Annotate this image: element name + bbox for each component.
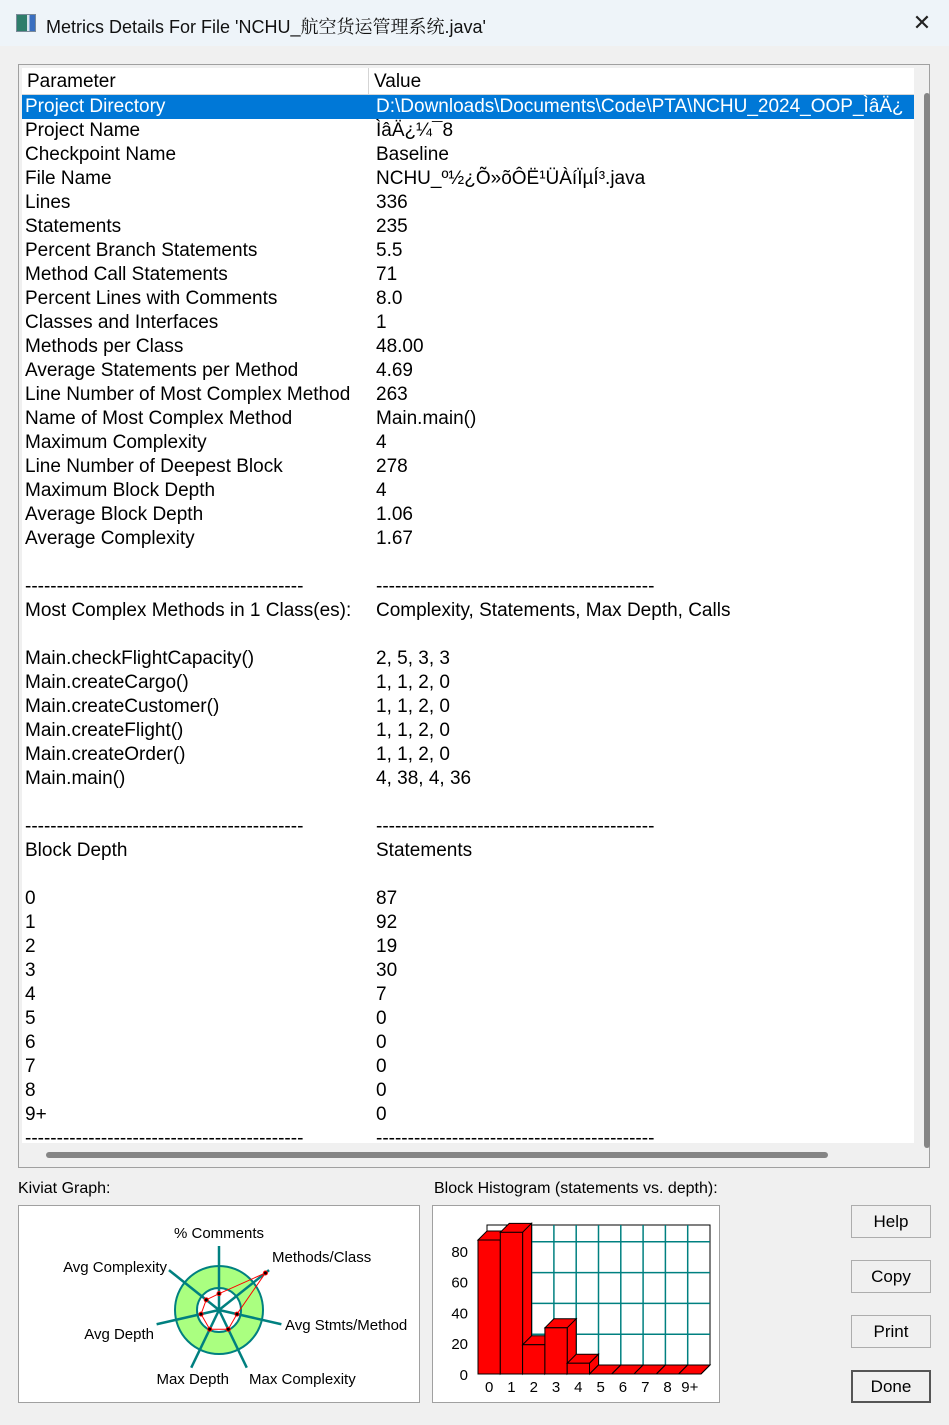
title-bar [0,0,949,46]
block-histogram [432,1205,720,1403]
parameter-cell: 4 [25,984,36,1005]
value-cell: 1, 1, 2, 0 [376,672,450,693]
value-cell: -------------------------------------------- [376,816,655,837]
value-cell: Statements [376,840,473,861]
parameter-cell: 2 [25,936,36,957]
value-cell: 48.00 [376,336,424,357]
parameter-cell: Percent Branch Statements [25,240,258,261]
parameter-cell: Line Number of Most Complex Method [25,384,351,405]
table-row[interactable] [22,503,914,527]
parameter-cell: Average Complexity [25,528,195,549]
value-cell: 1, 1, 2, 0 [376,744,450,765]
parameter-cell: Main.createFlight() [25,720,184,741]
value-cell: 19 [376,936,398,957]
value-cell: 4 [376,432,387,453]
value-cell: 87 [376,888,398,909]
value-cell: 278 [376,456,408,477]
parameter-cell: Main.createOrder() [25,744,186,765]
value-cell: -------------------------------------------- [376,576,655,597]
table-row[interactable] [22,1079,914,1103]
value-cell: ÌâÄ¿¼¯8 [376,120,454,141]
parameter-cell: Lines [25,192,71,213]
done-button[interactable]: Done [851,1370,931,1403]
histogram-label: Block Histogram (statements vs. depth): [434,1180,718,1197]
value-cell: 4.69 [376,360,413,381]
table-row[interactable] [22,1031,914,1055]
table-row[interactable] [22,575,914,599]
parameter-cell: Main.createCargo() [25,672,189,693]
parameter-cell: Percent Lines with Comments [25,288,278,309]
value-cell: 1 [376,312,387,333]
parameter-cell: 6 [25,1032,36,1053]
value-cell: Main.main() [376,408,477,429]
kiviat-point [217,1292,221,1296]
column-header-value[interactable]: Value [374,71,422,92]
print-button[interactable]: Print [851,1315,931,1348]
table-row[interactable] [22,551,914,575]
value-cell: 1, 1, 2, 0 [376,696,450,717]
parameter-cell: Statements [25,216,122,237]
histogram-x-tick: 0 [484,1379,494,1396]
table-row[interactable] [22,383,914,407]
histogram-y-tick: 40 [451,1305,468,1323]
parameter-cell: 3 [25,960,36,981]
table-row[interactable] [22,335,914,359]
kiviat-point [263,1271,267,1275]
value-cell: Baseline [376,144,449,165]
parameter-cell: -------------------------------------------- [25,1128,304,1143]
table-row[interactable] [22,887,914,911]
parameter-cell: Maximum Block Depth [25,480,216,501]
table-row[interactable] [22,167,914,191]
parameter-cell: 9+ [25,1104,47,1125]
horizontal-scrollbar[interactable] [46,1152,828,1158]
table-row[interactable] [22,983,914,1007]
value-cell: 0 [376,1104,387,1125]
table-row[interactable] [22,695,914,719]
table-row[interactable] [22,959,914,983]
parameter-cell: Project Directory [25,96,166,117]
value-cell: 30 [376,960,398,981]
table-row[interactable] [22,95,914,119]
parameter-cell: Methods per Class [25,336,184,357]
kiviat-label: Kiviat Graph: [18,1180,111,1197]
table-row[interactable] [22,359,914,383]
table-row[interactable] [22,455,914,479]
table-row[interactable] [22,1055,914,1079]
app-icon [16,14,36,32]
value-cell: 0 [376,1032,387,1053]
list-body [22,95,914,1143]
histogram-x-tick: 3 [551,1379,561,1396]
parameter-cell: Main.checkFlightCapacity() [25,648,255,669]
value-cell: 8.0 [376,288,403,309]
close-button[interactable]: ✕ [912,10,932,35]
value-cell: 0 [376,1008,387,1029]
parameter-cell: Name of Most Complex Method [25,408,293,429]
kiviat-point [199,1312,203,1316]
table-row[interactable] [22,599,914,623]
table-row[interactable] [22,767,914,791]
kiviat-axis-label: Max Complexity [249,1371,356,1388]
value-cell: 7 [376,984,387,1005]
copy-button[interactable]: Copy [851,1260,931,1293]
histogram-x-tick: 1 [507,1379,516,1396]
value-cell: 263 [376,384,408,405]
parameter-cell: -------------------------------------------- [25,576,304,597]
parameter-cell: 8 [25,1080,36,1101]
value-cell: D:\Downloads\Documents\Code\PTA\NCHU_2024_OOP_ÌâÄ¿ [376,96,904,117]
table-row[interactable] [22,191,914,215]
value-cell: 2, 5, 3, 3 [376,648,450,669]
kiviat-svg [19,1206,419,1402]
table-row[interactable] [22,1127,914,1143]
parameter-cell: Project Name [25,120,141,141]
value-cell: 0 [376,1080,387,1101]
table-row[interactable] [22,815,914,839]
parameter-cell: Most Complex Methods in 1 Class(es): [25,600,352,621]
help-button[interactable]: Help [851,1205,931,1238]
histogram-x-tick: 4 [574,1379,583,1396]
parameter-cell: 0 [25,888,36,909]
table-row[interactable] [22,1103,914,1127]
value-cell: 1.67 [376,528,413,549]
value-cell: 92 [376,912,398,933]
table-row[interactable] [22,479,914,503]
value-cell: 1, 1, 2, 0 [376,720,450,741]
parameter-cell: Checkpoint Name [25,144,177,165]
parameter-cell: File Name [25,168,112,189]
kiviat-axis-label: Avg Depth [84,1326,154,1343]
histogram-x-tick: 6 [618,1379,628,1396]
parameter-cell: Line Number of Deepest Block [25,456,283,477]
value-cell: 4, 38, 4, 36 [376,768,472,789]
kiviat-point [204,1298,208,1302]
table-row[interactable] [22,431,914,455]
histogram-y-tick: 0 [459,1367,468,1384]
table-row[interactable] [22,311,914,335]
table-row[interactable] [22,647,914,671]
kiviat-axis-label: Avg Complexity [63,1259,167,1276]
parameter-cell: Method Call Statements [25,264,228,285]
table-row[interactable] [22,287,914,311]
table-row[interactable] [22,1007,914,1031]
kiviat-axis-label: % Comments [173,1225,265,1242]
value-cell: 5.5 [376,240,403,261]
window-title: Metrics Details For File 'NCHU_航空货运管理系统.java' [46,17,486,37]
parameter-cell: Maximum Complexity [25,432,207,453]
value-cell: 0 [376,1056,387,1077]
value-cell: 336 [376,192,408,213]
table-row[interactable] [22,239,914,263]
histogram-y-tick: 20 [451,1336,468,1354]
parameter-cell: 1 [25,912,36,933]
parameter-cell: Average Statements per Method [25,360,299,381]
kiviat-point [226,1327,230,1331]
table-row[interactable] [22,791,914,815]
value-cell: -------------------------------------------- [376,1128,655,1143]
table-row[interactable] [22,263,914,287]
column-header-parameter[interactable]: Parameter [22,68,369,94]
value-cell: 235 [376,216,408,237]
table-row[interactable] [22,527,914,551]
value-cell: Complexity, Statements, Max Depth, Calls [376,600,731,621]
table-row[interactable] [22,143,914,167]
table-row[interactable] [22,911,914,935]
table-row[interactable] [22,671,914,695]
table-row[interactable] [22,935,914,959]
value-cell: 71 [376,264,398,285]
metrics-list [18,64,930,1168]
value-cell: 4 [376,480,387,501]
histogram-x-tick: 8 [663,1379,672,1396]
kiviat-graph [18,1205,420,1403]
histogram-y-tick: 80 [451,1243,468,1261]
table-row[interactable] [22,407,914,431]
list-header [22,68,914,95]
histogram-y-tick: 60 [451,1274,468,1292]
vertical-scrollbar[interactable] [924,93,930,1148]
kiviat-point [208,1327,212,1331]
value-cell: NCHU_º½¿Õ»õÔË¹ÜÀíÏµÍ³.java [376,168,646,189]
parameter-cell: Average Block Depth [25,504,204,525]
table-row[interactable] [22,623,914,647]
histogram-svg [433,1206,719,1402]
histogram-x-tick: 7 [641,1379,650,1396]
kiviat-point [235,1312,239,1316]
table-row[interactable] [22,743,914,767]
table-row[interactable] [22,719,914,743]
table-row[interactable] [22,119,914,143]
table-row[interactable] [22,863,914,887]
table-row[interactable] [22,215,914,239]
parameter-cell: 5 [25,1008,36,1029]
table-row[interactable] [22,839,914,863]
histogram-x-tick: 2 [529,1379,538,1396]
parameter-cell: -------------------------------------------- [25,816,304,837]
parameter-cell: Block Depth [25,840,128,861]
histogram-x-tick: 5 [596,1379,605,1396]
parameter-cell: Main.main() [25,768,126,789]
kiviat-axis-label: Avg Stmts/Method [285,1317,408,1334]
histogram-x-tick: 9+ [681,1379,699,1396]
kiviat-axis-label: Methods/Class [272,1249,372,1266]
value-cell: 1.06 [376,504,413,525]
parameter-cell: 7 [25,1056,36,1077]
kiviat-axis-label: Max Depth [156,1371,229,1388]
parameter-cell: Main.createCustomer() [25,696,220,717]
parameter-cell: Classes and Interfaces [25,312,219,333]
